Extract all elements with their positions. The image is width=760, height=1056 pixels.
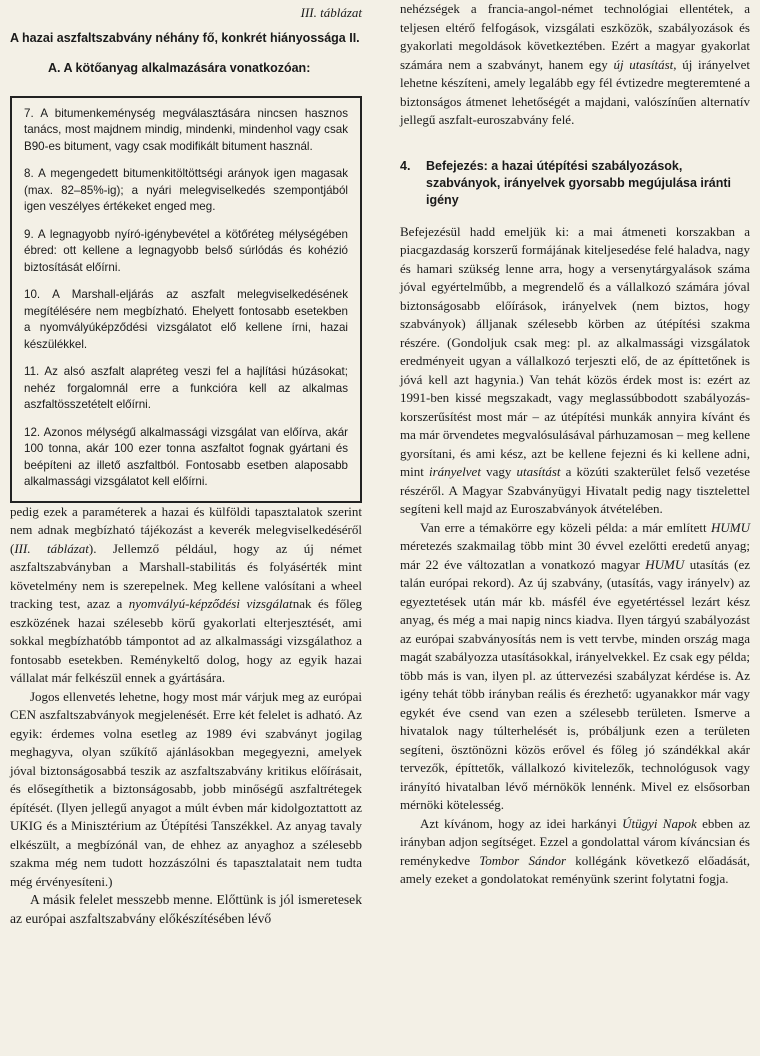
text-run: pedig ezek a paraméterek a hazai és külföldi tapasztalatok szerint nem adnak megbízható tájékozást a keverék melegviselkedéséről ( (10, 503, 362, 556)
table-box (10, 96, 362, 503)
section-number: 4. (400, 158, 411, 173)
text-run: nehézségek a francia-angol-német technológiai ellentétek, a teljesen eltérő felfogások, vizsgálati eszközök, szabályozások és gyakorlati megoldások következtében. Ezért a magyar gyakorlat számára nem a szabványt, hanem egy (400, 1, 750, 72)
table-item-11: 11. Az alsó aszfalt alapréteg veszi fel a hajlítási húzásokat; nehéz forgalomnál erre a funkcióra kell az alkalmas aszfaltösszetételt előírni. (24, 365, 348, 411)
right-paragraph-3 (400, 815, 750, 889)
italic-run: HUMU (645, 556, 685, 572)
left-paragraph-2: Jogos ellenvetés lehetne, hogy most már várjuk meg az európai CEN aszfaltszabványok megjelenését. Erre két felelet is adható. Az egyik: érdemes volna esetleg az 1989 évi szabványt jogilag meghagyva, olyan szűkítő ajánlásokban megegyezni, amelyek jóval biztonságosabbá teszik az aszfaltszabvány kritikus előírásait, és elősegíthetik a biztonságosabb, jobb minőségű aszfaltrétegek építését. (Ilyen jellegű anyagot a múlt évben már kidolgoztattott az UKIG és a Minisztérium az Útépítési Tanszékkel. Az anyag tavaly elkészült, a megbízónál van, de ehhez az anyaghoz a szélesebb szakma még nem tudott hozzászólni és tapasztalatait nem tudta még érvényesíteni.) (10, 688, 362, 889)
table-item-8: 8. A megengedett bitumenkitöltöttségi arányok igen magasak (max. 82–85%-ig); a nyári melegviselkedés szempontjából igen veszélyes értékeket enged meg. (24, 167, 348, 213)
table-item-9: 9. A legnagyobb nyíró-igénybevétel a kötőréteg mélységében ébred: ott kellene a legnagyobb belső súrlódás és kohézió biztosítását előírni. (24, 227, 348, 274)
italic-run: HUMU (711, 519, 750, 535)
text-run: Azt kívánom, hogy az idei harkányi (420, 815, 623, 831)
text-run: ). Jellemző például, hogy az új német aszfaltszabványban a Marshall-stabilitás és folyásérték mint követelmény nem is szerepelnek. Meg kellene valósítani a wheel tracking test, azaz a (10, 540, 363, 611)
text-run: méretezés szakmailag több mint 30 évvel ezelőtti eredetű anyag; már 22 éve változatlan a vonatkozó magyar (400, 538, 750, 572)
left-column (10, 0, 362, 928)
table-item-7: 7. A bitumenkeménység megválasztására nincsen hasznos tanács, most majdnem mindig, mindenki, mindenhol vagy csak B90-es bitument, vagy csak modifikált bitument használ. (24, 106, 348, 153)
text-run: ebben az irányban adjon segítséget. Ezzel a gondolattal várom kíváncsian és reménykedve (400, 815, 750, 868)
section-title: Befejezés: a hazai útépítési szabályozások, szabványok, irányelvek gyorsabb megújulása iránti igény (426, 158, 731, 207)
right-paragraph-1 (400, 223, 750, 519)
italic-run: III. táblázat (14, 540, 89, 556)
left-paragraph-3: A másik felelet messzebb menne. Előttünk is jól ismeretesek az európai aszfaltszabvány előkészítésében lévő (10, 892, 362, 926)
section-heading (400, 158, 750, 209)
table-subtitle: A. A kötőanyag alkalmazására vonatkozóan: (48, 61, 311, 75)
text-run: Van erre a témakörre egy közeli példa: a már említett (420, 519, 711, 535)
table-item-12: 12. Azonos mélységű alkalmassági vizsgálat van előírva, akár 100 tonna, akár 100 ezer tonna aszfaltot fognak gyártani és beépíteni az illető aszfaltból. Fontosabb esetben alaposabb alkalmassági vizsgálatot kell előírni. (24, 425, 348, 488)
italic-run: irányelvet (428, 464, 481, 479)
italic-run: új utasítást (613, 56, 674, 72)
table-item-10: 10. A Marshall-eljárás az aszfalt melegviselkedésének megítélésére nem megbízható. Ehelyett fontosabb esetekben a nyomvályúképződési vizsgálatot elő kellene írni, hazai készülékkel. (24, 288, 348, 351)
italic-run: Útügyi Napok (622, 815, 697, 831)
italic-run: Tombor Sándor (479, 852, 567, 868)
left-paragraph-1 (10, 503, 362, 688)
table-caption: III. táblázat (300, 5, 362, 20)
text-run: , új irányelvet lehetne készíteni, amely legalább egy fél évtizedre megteremtené a biztonságos átmenet lehetőségét a majdani, valószínűen alternatív jellegű aszfalt-euroszabvány felé. (400, 56, 750, 127)
text-run: a közúti szakterület felső vezetése részéről. A Magyar Szabványügyi Hivatalt pedig nagy tisztelettel segíteni kell majd az Euroszabványok átvételében. (400, 464, 751, 516)
right-column (400, 0, 750, 889)
text-run: vagy (480, 464, 517, 479)
right-paragraph-2 (400, 519, 750, 815)
text-run: Befejezésül hadd emeljük ki: a mai átmeneti korszakban a piacgazdaság korszerű formájának kiteljesedése felé haladva, nagy és hamari szükség lenne arra, hogy a versenytárgyalások száma jóval egyértelműbb, a megrendelő és a vállalkozó számára jóval biztonságosabb előírások, irányelvek (nem biztos, hogy szabványok) álljanak szélesebb körben az útépítési szakma részére. (Gondoljuk csak meg: pl. az alkalmassági vizsgálatok eredményeit ugyan a vállalkozó terjeszti elő, de az építtetőnek is jóvá kell azt hagynia.) Van tehát közös érdek most is: ezért az 1991-ben kissé megszakadt, vagy meglassúbbodott szabályozás-korszerűsítést most már – az útépítési munkák annyira kívánt és ma már örvendetes megvalósulásával párhuzamosan – meg kellene gyorsítani, és ami kész, azt be kellene fejezni és ki kellene adni, mint (400, 223, 750, 479)
text-run: kollégánk következő előadását, amely ezeket a gondolatokat reményünk szerint folytatni fogja. (400, 852, 750, 886)
right-paragraph-0 (400, 0, 750, 130)
italic-run: nyomvályú-képződési vizsgálat (128, 596, 293, 611)
table-title: A hazai aszfaltszabvány néhány fő, konkrét hiányossága II. (10, 30, 360, 45)
text-run: utasítás (ez talán európai rekord). Az új szabvány, (utasítás, vagy irányelv) az egyeztetések után már kb. másfél éve egyetértéssel lezárt kész anyag, és még a mai napig nincs kiadva. Ilyen tárgyú szabályozást az európai szabványosítás nem is vett tervbe, minden ország maga magát szabályozza utasításokkal, irányelvekkel. Ez csak egy példa; több más is van, ilyen pl. az úttervezési szabályzat kérdése is. Az igény tehát több irányban reális és érezhető: ugyanakkor már vagy egykét éve csend van ezen a szélesebb területen. Ismerve a hivatalok nagy túlterhelését is, próbáljunk ezen a területen segíteni, ösztönözni közös erővel és főleg jó szándékkal akár tervezők, építtetők, vállalkozó kivitelezők, technológusok vagy irányító hivatalban lévő mérnökök lennénk. Mivel ez elsősorban mérnöki kötelesség. (400, 556, 750, 812)
italic-run: utasítást (516, 464, 561, 479)
text-run: nak és főleg eszközének hazai szélesebb körű gyakorlati elterjesztését, ami sokkal megbízhatóbb támpontot ad az alkalmassági vizsgálathoz a fontosabb esetekben. Reménykeltő dolog, hogy az egyik hazai vállalat már felkészül ennek a gyártására. (10, 596, 363, 685)
